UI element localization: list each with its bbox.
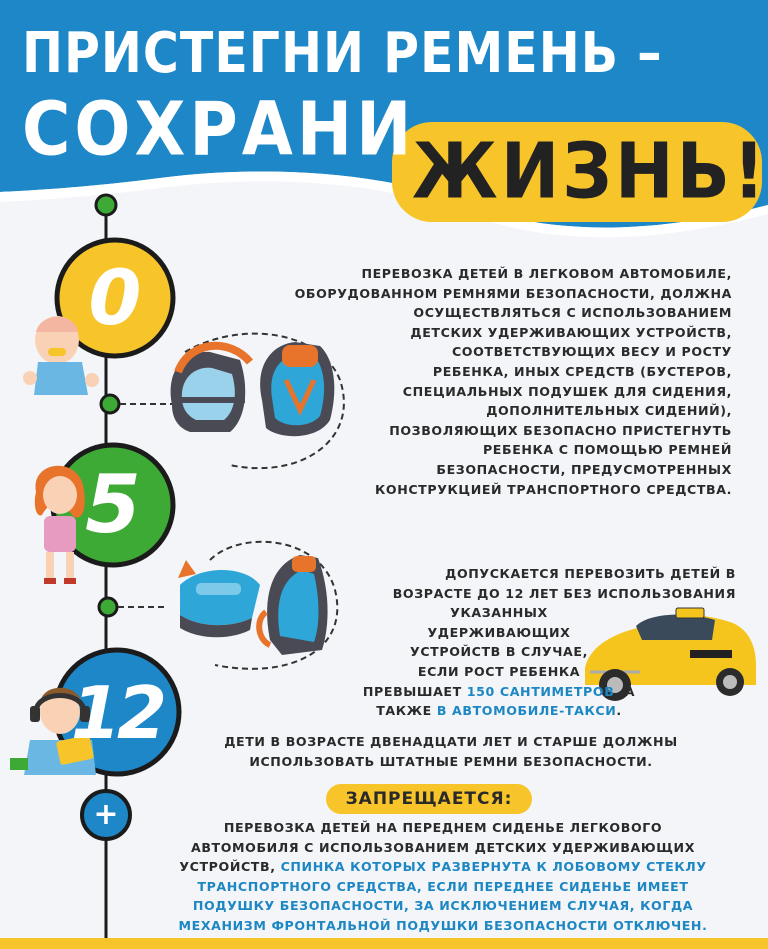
timeline-dot: [101, 395, 119, 413]
footer-band: [0, 938, 768, 949]
stage-0-label: 0: [88, 253, 142, 342]
timeline-dot: [96, 195, 116, 215]
info-block-1: ПЕРЕВОЗКА ДЕТЕЙ В ЛЕГКОВОМ АВТОМОБИЛЕ, ОБОРУДОВАННОМ РЕМНЯМИ БЕЗОПАСНОСТИ, ДОЛЖНА ОСУЩЕСТВЛЯТЬСЯ С ИСПОЛЬЗОВАНИЕМ ДЕТСКИХ УДЕРЖИВАЮЩИХ УСТРОЙСТВ, СООТВЕТСТВУЮЩИХ ВЕСУ И РОСТУ РЕБЕНКА, ИНЫХ СРЕДСТВ (БУСТЕРОВ, СПЕЦИАЛЬНЫХ ПОДУШЕК ДЛЯ СИДЕНИЯ, ДОПОЛНИТЕЛЬНЫХ СИДЕНИЙ), ПОЗВОЛЯЮЩИХ БЕЗОПАСНО ПРИСТЕГНУТЬ РЕБЕНКА С ПОМОЩЬЮ РЕМНЕЙ БЕЗОПАСНОСТИ, ПРЕДУСМОТРЕННЫХ КОНСТРУКЦИЕЙ ТРАНСПОРТНОГО СРЕДСТВА.: [294, 266, 732, 497]
info-block-2: ДОПУСКАЕТСЯ ПЕРЕВОЗИТЬ ДЕТЕЙ В ВОЗРАСТЕ ДО 12 ЛЕТ БЕЗ ИСПОЛЬЗОВАНИЯ УКАЗАННЫХ УДЕРЖИВАЮЩИХ УСТРОЙСТВ В СЛУЧАЕ, ЕСЛИ РОСТ РЕБЕНКА ПРЕВЫШАЕТ 150 САНТИМЕТРОВ, А ТАКЖЕ В АВТОМОБИЛЕ-ТАКСИ.: [362, 566, 736, 719]
forbidden-badge: ЗАПРЕЩАЕТСЯ:: [326, 784, 532, 814]
title-line-1: ПРИСТЕГНИ РЕМЕНЬ –: [22, 20, 663, 86]
title-line-3: ЖИЗНЬ!: [412, 126, 768, 217]
stage-plus-label: +: [93, 797, 119, 832]
timeline-dot: [99, 598, 117, 616]
booster-seat-icon: [178, 560, 260, 637]
stage-5-label: 5: [85, 458, 141, 551]
title-line-2: СОХРАНИ: [22, 86, 416, 173]
forbidden-text: ПЕРЕВОЗКА ДЕТЕЙ НА ПЕРЕДНЕМ СИДЕНЬЕ ЛЕГКОВОГО АВТОМОБИЛЯ С ИСПОЛЬЗОВАНИЕМ ДЕТСКИХ УДЕРЖИВАЮЩИХ УСТРОЙСТВ, СПИНКА КОТОРЫХ РАЗВЕРНУТА К ЛОБОВОМУ СТЕКЛУ ТРАНСПОРТНОГО СРЕДСТВА, ЕСЛИ ПЕРЕДНЕЕ СИДЕНЬЕ ИМЕЕТ ПОДУШКУ БЕЗОПАСНОСТИ, ЗА ИСКЛЮЧЕНИЕМ СЛУЧАЯ, КОГДА МЕХАНИЗМ ФРОНТАЛЬНОЙ ПОДУШКИ БЕЗОПАСНОСТИ ОТКЛЮЧЕН.: [178, 820, 708, 933]
infant-car-seat-icon: [171, 346, 250, 432]
stage-12-label: 12: [70, 671, 164, 755]
info-block-3: ДЕТИ В ВОЗРАСТЕ ДВЕНАДЦАТИ ЛЕТ И СТАРШЕ ДОЛЖНЫ ИСПОЛЬЗОВАТЬ ШТАТНЫЕ РЕМНИ БЕЗОПАСНОСТИ.: [224, 734, 678, 769]
